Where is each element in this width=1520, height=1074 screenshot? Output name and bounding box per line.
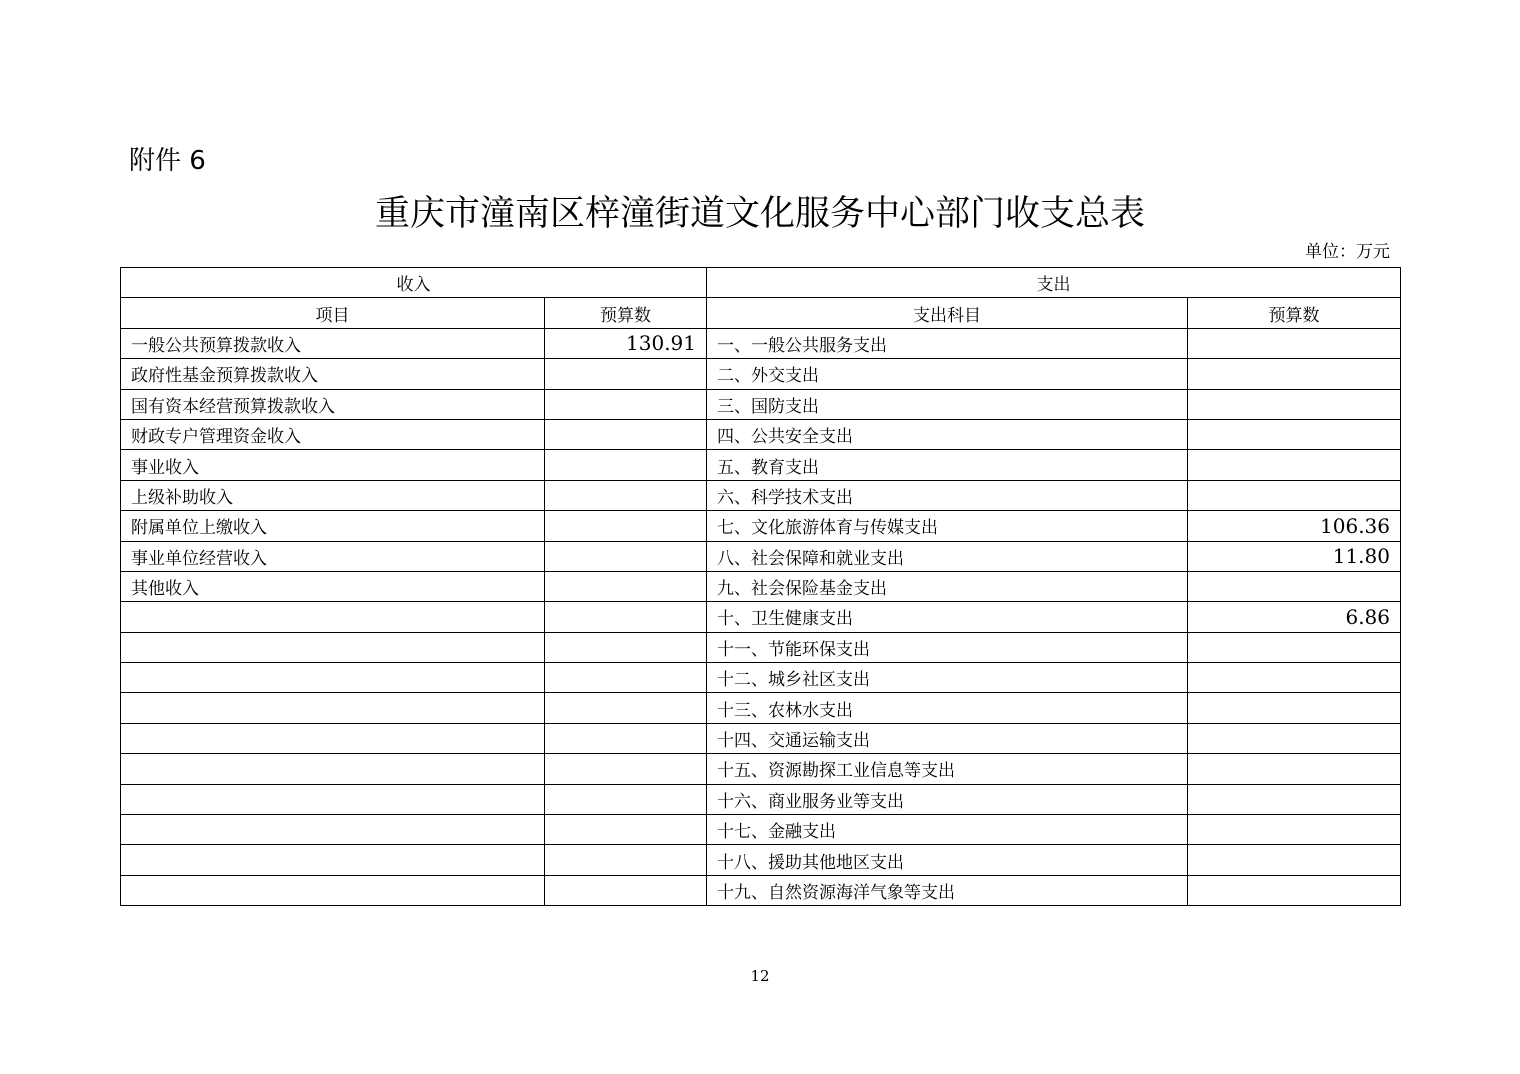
income-item-cell: 事业单位经营收入 — [121, 541, 545, 571]
income-item-cell — [121, 602, 545, 632]
income-item-cell: 事业收入 — [121, 450, 545, 480]
income-amount-cell — [545, 480, 707, 510]
table-row — [121, 693, 1401, 723]
expense-amount-cell — [1188, 480, 1401, 510]
income-item-cell — [121, 723, 545, 753]
table-row — [121, 511, 1401, 541]
income-amount-cell — [545, 450, 707, 480]
expense-item-cell: 一、一般公共服务支出 — [707, 328, 1188, 358]
section-header-row — [121, 268, 1401, 298]
income-amount-cell — [545, 815, 707, 845]
income-section-header: 收入 — [121, 268, 707, 298]
expense-amount-cell — [1188, 845, 1401, 875]
income-amount-cell: 130.91 — [545, 328, 707, 358]
income-item-cell: 财政专户管理资金收入 — [121, 419, 545, 449]
income-amount-cell — [545, 571, 707, 601]
income-item-cell: 一般公共预算拨款收入 — [121, 328, 545, 358]
table-row — [121, 571, 1401, 601]
table-row — [121, 845, 1401, 875]
expense-amount-cell: 11.80 — [1188, 541, 1401, 571]
income-amount-cell — [545, 723, 707, 753]
income-item-cell: 附属单位上缴收入 — [121, 511, 545, 541]
table-row — [121, 450, 1401, 480]
expense-item-cell: 十五、资源勘探工业信息等支出 — [707, 754, 1188, 784]
column-header-row — [121, 298, 1401, 328]
income-amount-cell — [545, 875, 707, 905]
expense-item-cell: 十七、金融支出 — [707, 815, 1188, 845]
income-item-cell: 国有资本经营预算拨款收入 — [121, 389, 545, 419]
table-body — [121, 268, 1401, 906]
table-row — [121, 784, 1401, 814]
expense-item-cell: 二、外交支出 — [707, 359, 1188, 389]
expense-item-cell: 十八、援助其他地区支出 — [707, 845, 1188, 875]
expense-item-cell: 十、卫生健康支出 — [707, 602, 1188, 632]
expense-item-cell: 四、公共安全支出 — [707, 419, 1188, 449]
income-amount-cell — [545, 784, 707, 814]
income-item-cell — [121, 663, 545, 693]
expense-amount-cell — [1188, 328, 1401, 358]
table-row — [121, 875, 1401, 905]
income-item-cell: 其他收入 — [121, 571, 545, 601]
expense-amount-cell — [1188, 784, 1401, 814]
expense-amount-cell — [1188, 875, 1401, 905]
page-title: 重庆市潼南区梓潼街道文化服务中心部门收支总表 — [374, 194, 1145, 234]
table-row — [121, 359, 1401, 389]
table-row — [121, 328, 1401, 358]
expense-amount-cell — [1188, 450, 1401, 480]
income-amount-cell — [545, 419, 707, 449]
expense-item-cell: 五、教育支出 — [707, 450, 1188, 480]
expense-item-header: 支出科目 — [707, 298, 1188, 328]
table-row — [121, 602, 1401, 632]
expense-item-cell: 三、国防支出 — [707, 389, 1188, 419]
table-row — [121, 723, 1401, 753]
income-amount-cell — [545, 359, 707, 389]
income-item-cell — [121, 784, 545, 814]
expense-amount-cell — [1188, 723, 1401, 753]
income-amount-cell — [545, 754, 707, 784]
income-amount-cell — [545, 632, 707, 662]
expense-item-cell: 十四、交通运输支出 — [707, 723, 1188, 753]
table-row — [121, 389, 1401, 419]
expense-item-cell: 十六、商业服务业等支出 — [707, 784, 1188, 814]
table-row — [121, 541, 1401, 571]
income-amount-cell — [545, 602, 707, 632]
unit-label: 单位：万元 — [1305, 242, 1390, 262]
expense-amount-cell — [1188, 389, 1401, 419]
expense-amount-cell — [1188, 815, 1401, 845]
income-amount-cell — [545, 693, 707, 723]
expense-section-header: 支出 — [707, 268, 1401, 298]
expense-item-cell: 六、科学技术支出 — [707, 480, 1188, 510]
expense-amount-header: 预算数 — [1188, 298, 1401, 328]
expense-amount-cell — [1188, 754, 1401, 784]
income-amount-cell — [545, 663, 707, 693]
expense-amount-cell — [1188, 693, 1401, 723]
table-row — [121, 815, 1401, 845]
income-amount-header: 预算数 — [545, 298, 707, 328]
expense-amount-cell — [1188, 359, 1401, 389]
income-item-cell — [121, 693, 545, 723]
table-row — [121, 419, 1401, 449]
income-item-cell — [121, 754, 545, 784]
expense-item-cell: 十九、自然资源海洋气象等支出 — [707, 875, 1188, 905]
expense-item-cell: 十二、城乡社区支出 — [707, 663, 1188, 693]
expense-amount-cell — [1188, 632, 1401, 662]
income-amount-cell — [545, 541, 707, 571]
expense-item-cell: 九、社会保险基金支出 — [707, 571, 1188, 601]
income-item-header: 项目 — [121, 298, 545, 328]
expense-item-cell: 十一、节能环保支出 — [707, 632, 1188, 662]
income-amount-cell — [545, 389, 707, 419]
expense-amount-cell — [1188, 419, 1401, 449]
attachment-label: 附件 6 — [129, 146, 206, 176]
table-row — [121, 632, 1401, 662]
table-row — [121, 663, 1401, 693]
income-item-cell: 上级补助收入 — [121, 480, 545, 510]
expense-item-cell: 七、文化旅游体育与传媒支出 — [707, 511, 1188, 541]
income-item-cell: 政府性基金预算拨款收入 — [121, 359, 545, 389]
page-number: 12 — [750, 967, 770, 985]
expense-amount-cell — [1188, 571, 1401, 601]
expense-item-cell: 十三、农林水支出 — [707, 693, 1188, 723]
budget-summary-table — [120, 267, 1401, 906]
table-row — [121, 754, 1401, 784]
income-amount-cell — [545, 511, 707, 541]
expense-amount-cell: 106.36 — [1188, 511, 1401, 541]
income-item-cell — [121, 815, 545, 845]
income-item-cell — [121, 632, 545, 662]
income-amount-cell — [545, 845, 707, 875]
expense-item-cell: 八、社会保障和就业支出 — [707, 541, 1188, 571]
expense-amount-cell — [1188, 663, 1401, 693]
income-item-cell — [121, 845, 545, 875]
income-item-cell — [121, 875, 545, 905]
expense-amount-cell: 6.86 — [1188, 602, 1401, 632]
table-row — [121, 480, 1401, 510]
